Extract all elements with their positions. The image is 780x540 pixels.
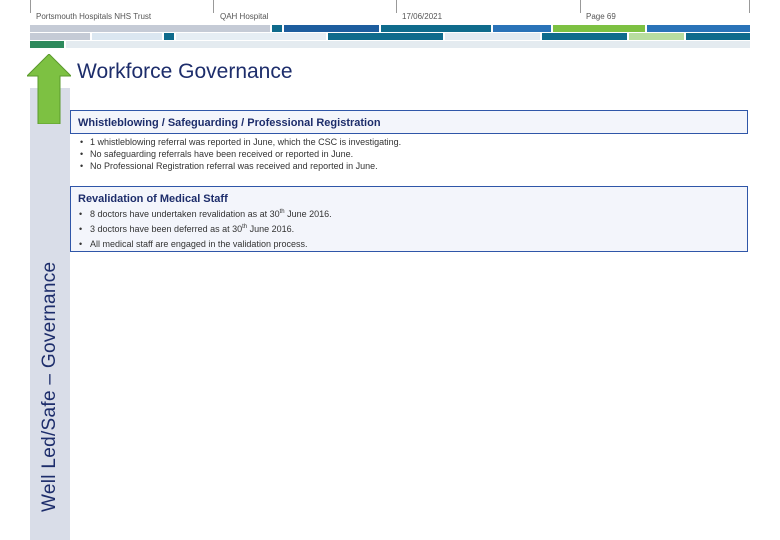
header-stripes	[30, 25, 750, 49]
side-label: Well Led/Safe – Governance	[39, 261, 60, 512]
header-divider	[580, 0, 581, 13]
list-item: • No safeguarding referrals have been received or reported in June.	[72, 148, 742, 160]
report-date: 17/06/2021	[402, 12, 443, 21]
whistleblowing-panel	[70, 110, 748, 134]
list-item: • No Professional Registration referral was received and reported in June.	[72, 160, 742, 172]
header-divider	[30, 0, 31, 13]
page-header	[0, 0, 780, 26]
org-name: Portsmouth Hospitals NHS Trust	[36, 12, 152, 21]
list-item: • 8 doctors have undertaken revalidation as at 30th June 2016.	[79, 207, 332, 222]
header-divider	[213, 0, 214, 13]
header-divider	[749, 0, 750, 13]
list-item: • 1 whistleblowing referral was reported in June, which the CSC is investigating.	[72, 136, 742, 148]
whistleblowing-list	[72, 136, 742, 172]
list-item: • 3 doctors have been deferred as at 30th June 2016.	[79, 222, 332, 237]
revalidation-panel	[70, 186, 748, 252]
header-divider	[396, 0, 397, 13]
revalidation-list	[79, 207, 332, 252]
panel-heading: Whistleblowing / Safeguarding / Professional Registration	[78, 117, 381, 129]
list-item: • All medical staff are engaged in the validation process.	[79, 237, 332, 252]
up-arrow-icon	[27, 54, 71, 124]
page-title: Workforce Governance	[77, 60, 293, 83]
page-number: Page 69	[586, 12, 616, 21]
panel-heading: Revalidation of Medical Staff	[78, 193, 228, 205]
hospital-name: QAH Hospital	[220, 12, 269, 21]
